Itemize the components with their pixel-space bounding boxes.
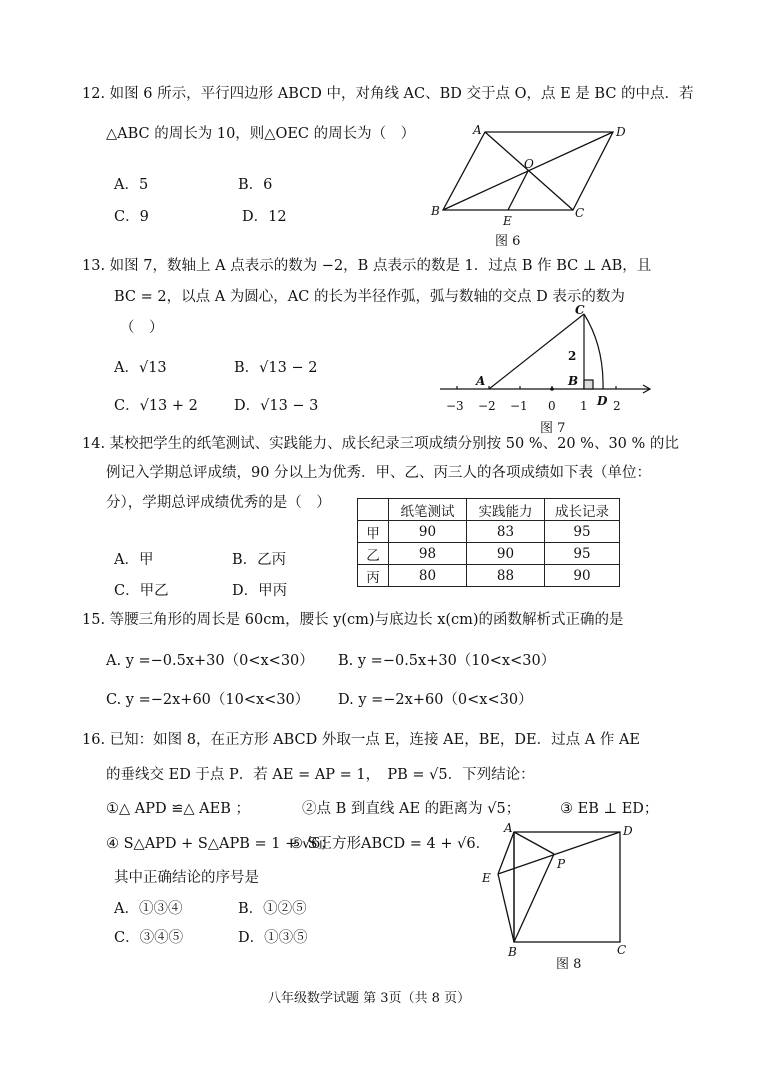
- fig8-label-a: A: [504, 821, 513, 835]
- fig6-label-d: D: [616, 125, 626, 139]
- table-cell: 95: [545, 521, 620, 543]
- fig8-label-p: P: [557, 857, 566, 871]
- fig6-label-b: B: [431, 204, 440, 218]
- q12-line2: △ABC 的周长为 10，则△OEC 的周长为（ ）: [106, 126, 416, 142]
- q16-conclusion-5: ⑤ S正方形ABCD = 4 + √6．: [290, 836, 491, 852]
- q13-line2: BC = 2，以点 A 为圆心，AC 的长为半径作弧，弧与数轴的交点 D 表示的数为: [114, 289, 625, 305]
- q14-line1: 14. 某校把学生的纸笔测试、实践能力、成长纪录三项成绩分别按 50 %、20 %、30 % 的比: [82, 436, 679, 452]
- table-cell: 甲: [358, 521, 389, 543]
- fig8-label-d: D: [623, 824, 633, 838]
- q13-option-d: D．√13 − 3: [234, 398, 319, 414]
- table-cell: 95: [545, 543, 620, 565]
- q12-line1: 12. 如图 6 所示，平行四边形 ABCD 中，对角线 AC、BD 交于点 O，点 E 是 BC 的中点．若: [82, 86, 694, 102]
- tick-label-neg2: −2: [478, 399, 496, 413]
- page-footer: 八年级数学试题 第 3页（共 8 页）: [268, 991, 471, 1006]
- fig8-label-e: E: [482, 871, 491, 885]
- q16-conclusion-2: ②点 B 到直线 AE 的距离为 √5；: [302, 801, 521, 817]
- tick-label-neg3: −3: [446, 399, 464, 413]
- table-header-cell: 成长记录: [545, 499, 620, 521]
- segment-pb: [514, 854, 554, 942]
- arc-cd: [584, 314, 603, 389]
- q12-option-b: B．6: [238, 177, 273, 193]
- fig6-label-o: O: [524, 157, 534, 171]
- fig7-label-b: B: [568, 374, 579, 388]
- q13-option-b: B．√13 − 2: [234, 360, 318, 376]
- q12-option-d: D．12: [242, 209, 287, 225]
- segment-ae: [498, 832, 514, 874]
- fig8-label-c: C: [617, 943, 627, 957]
- q13-line1: 13. 如图 7，数轴上 A 点表示的数为 −2，B 点表示的数是 1．过点 B 作 BC ⊥ AB，且: [82, 258, 652, 274]
- table-header-cell: 实践能力: [467, 499, 545, 521]
- tick-label-1: 1: [580, 399, 588, 413]
- table-header-cell: 纸笔测试: [389, 499, 467, 521]
- tick-label-2: 2: [613, 399, 621, 413]
- q14-option-a: A．甲: [114, 552, 154, 568]
- q15-option-b: B. y =−0.5x+30（10<x<30）: [338, 653, 556, 669]
- table-cell: 90: [389, 521, 467, 543]
- q14-option-c: C．甲乙: [114, 583, 169, 599]
- table-cell: 83: [467, 521, 545, 543]
- q15-option-d: D. y =−2x+60（0<x<30）: [338, 692, 533, 708]
- q14-option-d: D．甲丙: [232, 583, 288, 599]
- table-cell: 乙: [358, 543, 389, 565]
- q16-option-b: B．①②⑤: [238, 901, 307, 917]
- fig8-label-b: B: [508, 945, 517, 959]
- table-header-cell: [358, 499, 389, 521]
- q14-line2: 例记入学期总评成绩，90 分以上为优秀．甲、乙、丙三人的各项成绩如下表（单位：: [106, 465, 652, 481]
- table-cell: 98: [389, 543, 467, 565]
- q14-option-b: B．乙丙: [232, 552, 287, 568]
- fig6-label-c: C: [575, 206, 585, 220]
- q16-conclusion-1: ①△ APD ≌△ AEB ；: [106, 801, 250, 817]
- segment-ap: [514, 832, 554, 854]
- q13-option-a: A．√13: [114, 360, 167, 376]
- tick-label-neg1: −1: [510, 399, 528, 413]
- q16-line2: 的垂线交 ED 于点 P．若 AE = AP = 1， PB = √5．下列结论：: [106, 767, 535, 783]
- table-cell: 90: [545, 565, 620, 587]
- q15-option-c: C. y =−2x+60（10<x<30）: [106, 692, 310, 708]
- fig7-label-d: D: [597, 394, 608, 408]
- q15-line1: 15. 等腰三角形的周长是 60cm，腰长 y(cm)与底边长 x(cm)的函数解析式正确的是: [82, 612, 624, 628]
- fig8-caption: 图 8: [556, 957, 582, 972]
- q16-option-a: A．①③④: [114, 901, 183, 917]
- q13-option-c: C．√13 + 2: [114, 398, 198, 414]
- table-cell: 80: [389, 565, 467, 587]
- square-abcd: [514, 832, 620, 942]
- q13-line3: （ ）: [120, 320, 164, 336]
- q16-conclusion-3: ③ EB ⊥ ED；: [560, 801, 659, 817]
- figure-6: [425, 122, 625, 232]
- table-cell: 丙: [358, 565, 389, 587]
- table-cell: 90: [467, 543, 545, 565]
- segment-be: [498, 874, 514, 942]
- fig7-label-2: 2: [568, 349, 577, 363]
- q16-prompt: 其中正确结论的序号是: [114, 870, 259, 886]
- figure-8: [474, 820, 644, 960]
- q15-option-a: A. y =−0.5x+30（0<x<30）: [106, 653, 314, 669]
- q16-line1: 16. 已知：如图 8，在正方形 ABCD 外取一点 E，连接 AE，BE，DE．过点 A 作 AE: [82, 732, 641, 748]
- fig7-label-a: A: [476, 374, 486, 388]
- fig6-label-e: E: [503, 214, 512, 228]
- q16-option-c: C．③④⑤: [114, 930, 184, 946]
- q14-line3: 分），学期总评成绩优秀的是（ ）: [106, 495, 331, 511]
- fig6-caption: 图 6: [495, 234, 521, 249]
- right-angle-mark: [584, 380, 593, 389]
- table-row: [358, 565, 620, 587]
- q16-option-d: D．①③⑤: [238, 930, 308, 946]
- table-header-row: [358, 499, 620, 521]
- table-row: [358, 521, 620, 543]
- figure-7: [440, 300, 655, 425]
- table-row: [358, 543, 620, 565]
- tick-label-0: 0: [548, 399, 556, 413]
- segment-oe: [508, 171, 528, 210]
- q12-option-a: A．5: [114, 177, 149, 193]
- fig7-caption: 图 7: [540, 421, 566, 436]
- q16-conclusion-4: ④ S△APD + S△APB = 1 + √6；: [106, 836, 335, 852]
- fig7-label-c: C: [575, 303, 585, 317]
- fig6-label-a: A: [473, 123, 482, 137]
- table-cell: 88: [467, 565, 545, 587]
- score-table: [357, 498, 620, 587]
- q12-option-c: C．9: [114, 209, 149, 225]
